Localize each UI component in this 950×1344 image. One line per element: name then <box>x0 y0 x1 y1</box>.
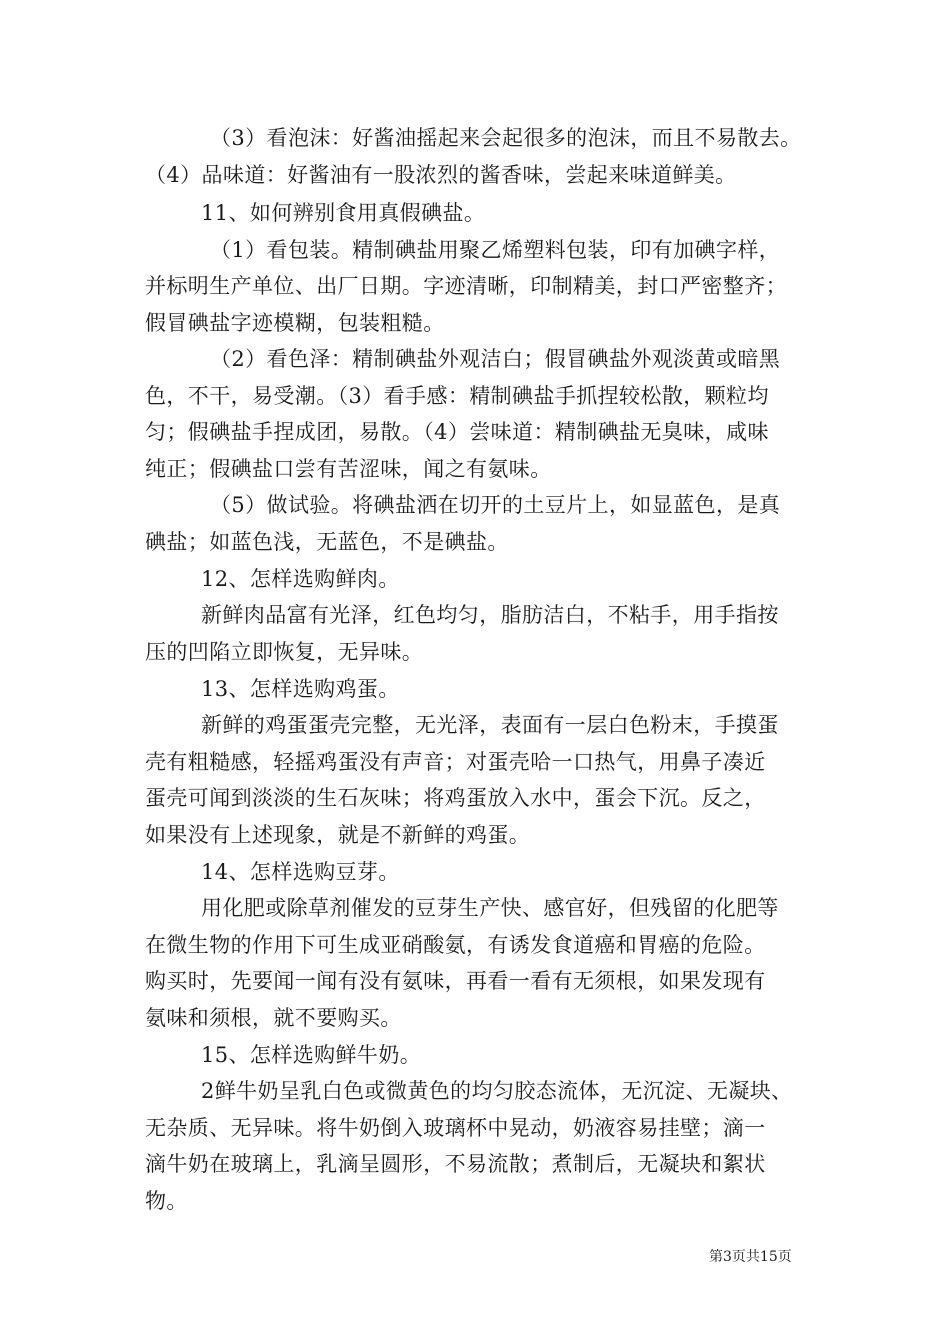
paragraph-line: 如果没有上述现象，就是不新鲜的鸡蛋。 <box>145 823 531 847</box>
paragraph-line: 假冒碘盐字迹模糊，包装粗糙。 <box>145 311 445 335</box>
paragraph-line: 用化肥或除草剂催发的豆芽生产快、感官好，但残留的化肥等 <box>201 896 779 920</box>
section-heading: 14、怎样选购豆芽。 <box>201 860 400 884</box>
paragraph-line: 压的凹陷立即恢复，无异味。 <box>145 640 424 664</box>
paragraph-line: 纯正；假碘盐口尝有苦涩味，闻之有氨味。 <box>145 457 552 481</box>
paragraph-line: 物。 <box>145 1189 188 1213</box>
page-number: 第3页共15页 <box>709 1249 792 1265</box>
paragraph-line: 碘盐；如蓝色浅，无蓝色，不是碘盐。 <box>145 530 509 554</box>
section-heading: 15、怎样选购鲜牛奶。 <box>201 1043 422 1067</box>
paragraph-line: 新鲜肉品富有光泽，红色均匀，脂肪洁白，不粘手，用手指按 <box>201 603 779 627</box>
paragraph-line: 在微生物的作用下可生成亚硝酸氨，有诱发食道癌和胃癌的危险。 <box>145 933 766 957</box>
section-heading: 13、怎样选购鸡蛋。 <box>201 677 400 701</box>
paragraph-line: 壳有粗糙感，轻摇鸡蛋没有声音；对蛋壳哈一口热气，用鼻子凑近 <box>145 750 766 774</box>
paragraph-line: （1）看包装。精制碘盐用聚乙烯塑料包装，印有加碘字样， <box>210 238 781 262</box>
paragraph-line: 无杂质、无异味。将牛奶倒入玻璃杯中晃动，奶液容易挂壁；滴一 <box>145 1116 766 1140</box>
section-heading: 11、如何辨别食用真假碘盐。 <box>201 201 486 225</box>
paragraph-line: 氨味和须根，就不要购买。 <box>145 1006 402 1030</box>
paragraph-line: 并标明生产单位、出厂日期。字迹清晰，印制精美，封口严密整齐； <box>145 274 787 298</box>
paragraph-line: 匀；假碘盐手捏成团，易散。（4）尝味道：精制碘盐无臭味，咸味 <box>145 420 769 444</box>
paragraph-line: 新鲜的鸡蛋蛋壳完整，无光泽，表面有一层白色粉末，手摸蛋 <box>201 713 779 737</box>
section-heading: 12、怎样选购鲜肉。 <box>201 567 400 591</box>
paragraph-line: （2）看色泽：精制碘盐外观洁白；假冒碘盐外观淡黄或暗黑 <box>210 347 781 371</box>
paragraph-line: 2鲜牛奶呈乳白色或微黄色的均匀胶态流体，无沉淀、无凝块、 <box>201 1079 793 1103</box>
paragraph-line: 蛋壳可闻到淡淡的生石灰味；将鸡蛋放入水中，蛋会下沉。反之， <box>145 786 766 810</box>
paragraph-line: 滴牛奶在玻璃上，乳滴呈圆形，不易流散；煮制后，无凝块和絮状 <box>145 1152 766 1176</box>
paragraph-line: （4）品味道：好酱油有一股浓烈的酱香味，尝起来味道鲜美。 <box>145 163 737 187</box>
paragraph-line: 购买时，先要闻一闻有没有氨味，再看一看有无须根，如果发现有 <box>145 969 766 993</box>
paragraph-line: （3）看泡沫：好酱油摇起来会起很多的泡沫，而且不易散去。 <box>210 126 802 150</box>
paragraph-line: （5）做试验。将碘盐洒在切开的土豆片上，如显蓝色，是真 <box>210 493 781 517</box>
paragraph-line: 色，不干，易受潮。（3）看手感：精制碘盐手抓捏较松散，颗粒均 <box>145 384 769 408</box>
